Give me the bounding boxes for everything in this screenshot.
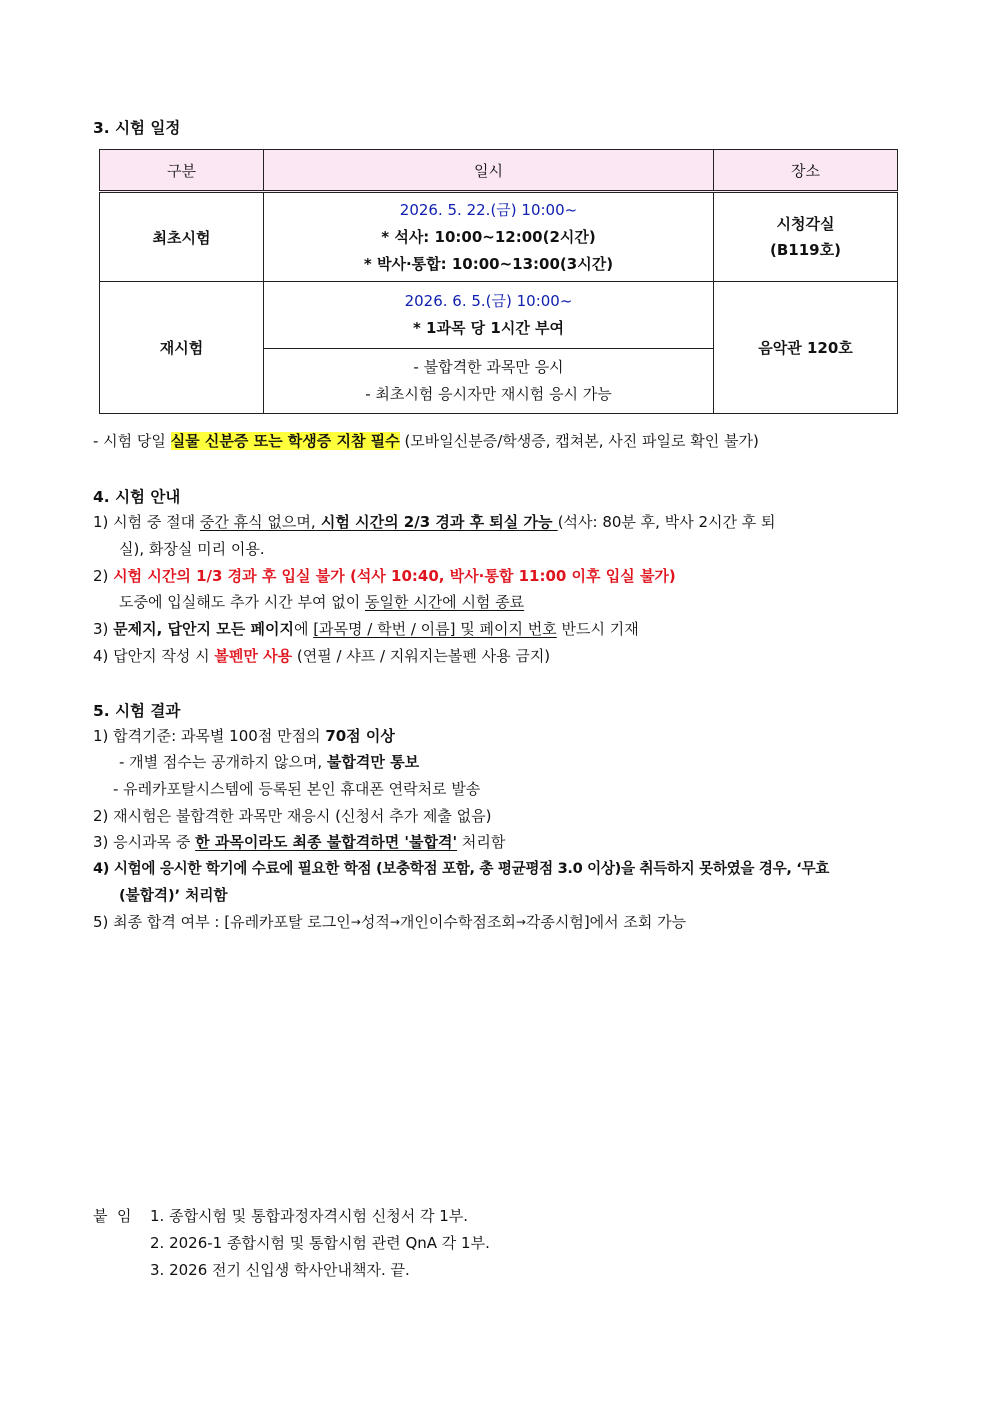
retest-notes [264,349,714,414]
text: 각종시험]에서 조회 가능 [525,913,687,931]
early-exit-text: 시험 시간의 2/3 경과 후 퇴실 가능 [315,513,558,531]
text: 반드시 기재 [556,620,639,638]
text: 에 [293,620,314,638]
first-exam-date: 2026. 5. 22.(금) 10:00~ [399,200,578,219]
section3-heading: 3. 시험 일정 [93,119,181,137]
text: 2) [93,567,114,585]
arrow-right-icon: → [389,915,400,929]
note-suffix: (모바일신분증/학생증, 캡쳐본, 사진 파일로 확인 불가) [399,432,759,450]
text: (연필 / 샤프 / 지워지는볼펜 사용 금지) [292,647,551,665]
late-entry-rule: 시험 시간의 1/3 경과 후 입실 불가 (석사 10:40, 박사·통합 11:00 이후 입실 불가) [113,567,676,585]
text: 1) 합격기준: 과목별 100점 만점의 [93,727,326,745]
result-item-2: 2) 재시험은 불합격한 과목만 재응시 (신청서 추가 제출 없음) [93,807,492,825]
text: 3) 응시과목 중 [93,833,196,851]
row-label-first-exam: 최초시험 [100,192,264,282]
attachment-item-1: 1. 종합시험 및 통합과정자격시험 신청서 각 1부. [150,1207,469,1225]
result-item-4-cont: (불합격)’ 처리함 [119,887,228,904]
guide-item-2 [93,566,676,586]
first-exam-datetime [264,192,714,282]
text: - 개별 점수는 공개하지 않으며, [119,753,327,771]
retest-place: 음악관 120호 [714,282,898,414]
retest-note-1: - 불합격한 과목만 응시 [413,358,564,376]
header-datetime: 일시 [264,150,714,192]
header-place: 장소 [714,150,898,192]
place-room-number: (B119호) [770,241,841,259]
text: 성적 [360,913,390,931]
same-end-time-text: 동일한 시간에 시험 종료 [364,593,525,611]
text: 4) 답안지 작성 시 [93,647,215,665]
table-row [100,282,898,349]
guide-item-3 [93,619,639,639]
text: 5) 최종 합격 여부 : [유레카포탈 로그인 [93,913,351,931]
table-header-row [100,150,898,192]
attachment-item-2: 2. 2026-1 종합시험 및 통합시험 관련 QnA 각 1부. [150,1234,490,1252]
header-category: 구분 [100,150,264,192]
arrow-right-icon: → [515,915,526,929]
all-pages-text: 문제지, 답안지 모든 페이지 [113,620,294,638]
result-item-1-sub1 [119,752,419,772]
text: 처리함 [457,833,506,851]
table-row [100,192,898,282]
exam-schedule-table [99,149,898,414]
arrow-right-icon: → [350,915,361,929]
guide-item-1-cont: 실), 화장실 미리 이용. [119,540,265,558]
place-room-name: 시청각실 [776,215,835,233]
attachment-item-3: 3. 2026 전기 신입생 학사안내책자. 끝. [150,1261,410,1279]
result-item-1-sub2: - 유레카포탈시스템에 등록된 본인 휴대폰 연락처로 발송 [113,780,481,798]
retest-duration: * 1과목 당 1시간 부여 [412,319,565,337]
fail-notice-text: 불합격만 통보 [326,753,420,771]
guide-item-2-cont [119,592,524,612]
retest-datetime [264,282,714,349]
text: (석사: 80분 후, 박사 2시간 후 퇴 [557,513,776,531]
guide-item-1 [93,512,776,532]
no-break-text: 중간 휴식 없으며, [199,513,316,531]
section4-heading: 4. 시험 안내 [93,488,181,506]
retest-note-2: - 최초시험 응시자만 재시험 응시 가능 [365,385,612,403]
row-label-retest: 재시험 [100,282,264,414]
first-exam-place [714,192,898,282]
note-prefix: - 시험 당일 [93,432,171,450]
result-item-3 [93,832,505,852]
required-fields-text: [과목명 / 학번 / 이름] 및 페이지 번호 [313,620,557,638]
guide-item-4 [93,646,550,666]
result-item-1 [93,726,395,746]
text: 1) 시험 중 절대 [93,513,200,531]
result-item-5 [93,912,686,932]
text: 도중에 입실해도 추가 시간 부여 없이 [119,593,365,611]
retest-date: 2026. 6. 5.(금) 10:00~ [404,292,573,310]
text: 개인이수학점조회 [399,913,516,931]
result-item-4: 4) 시험에 응시한 학기에 수료에 필요한 학점 (보충학점 포함, 총 평균평점 3.0 이상)을 취득하지 못하였을 경우, ‘무효 [93,860,829,877]
first-exam-doctoral-time: * 박사·통합: 10:00~13:00(3시간) [363,254,614,273]
first-exam-masters-time: * 석사: 10:00~12:00(2시간) [381,227,596,246]
pass-score-text: 70점 이상 [325,727,395,745]
id-requirement-note [93,431,759,451]
id-required-highlight: 실물 신분증 또는 학생증 지참 필수 [170,432,400,450]
section5-heading: 5. 시험 결과 [93,702,181,720]
ballpen-only-text: 볼펜만 사용 [214,647,293,665]
attachment-label: 붙 임 [93,1207,132,1225]
final-fail-text: 한 과목이라도 최종 불합격하면 '불합격' [195,833,458,851]
text: 3) [93,620,114,638]
